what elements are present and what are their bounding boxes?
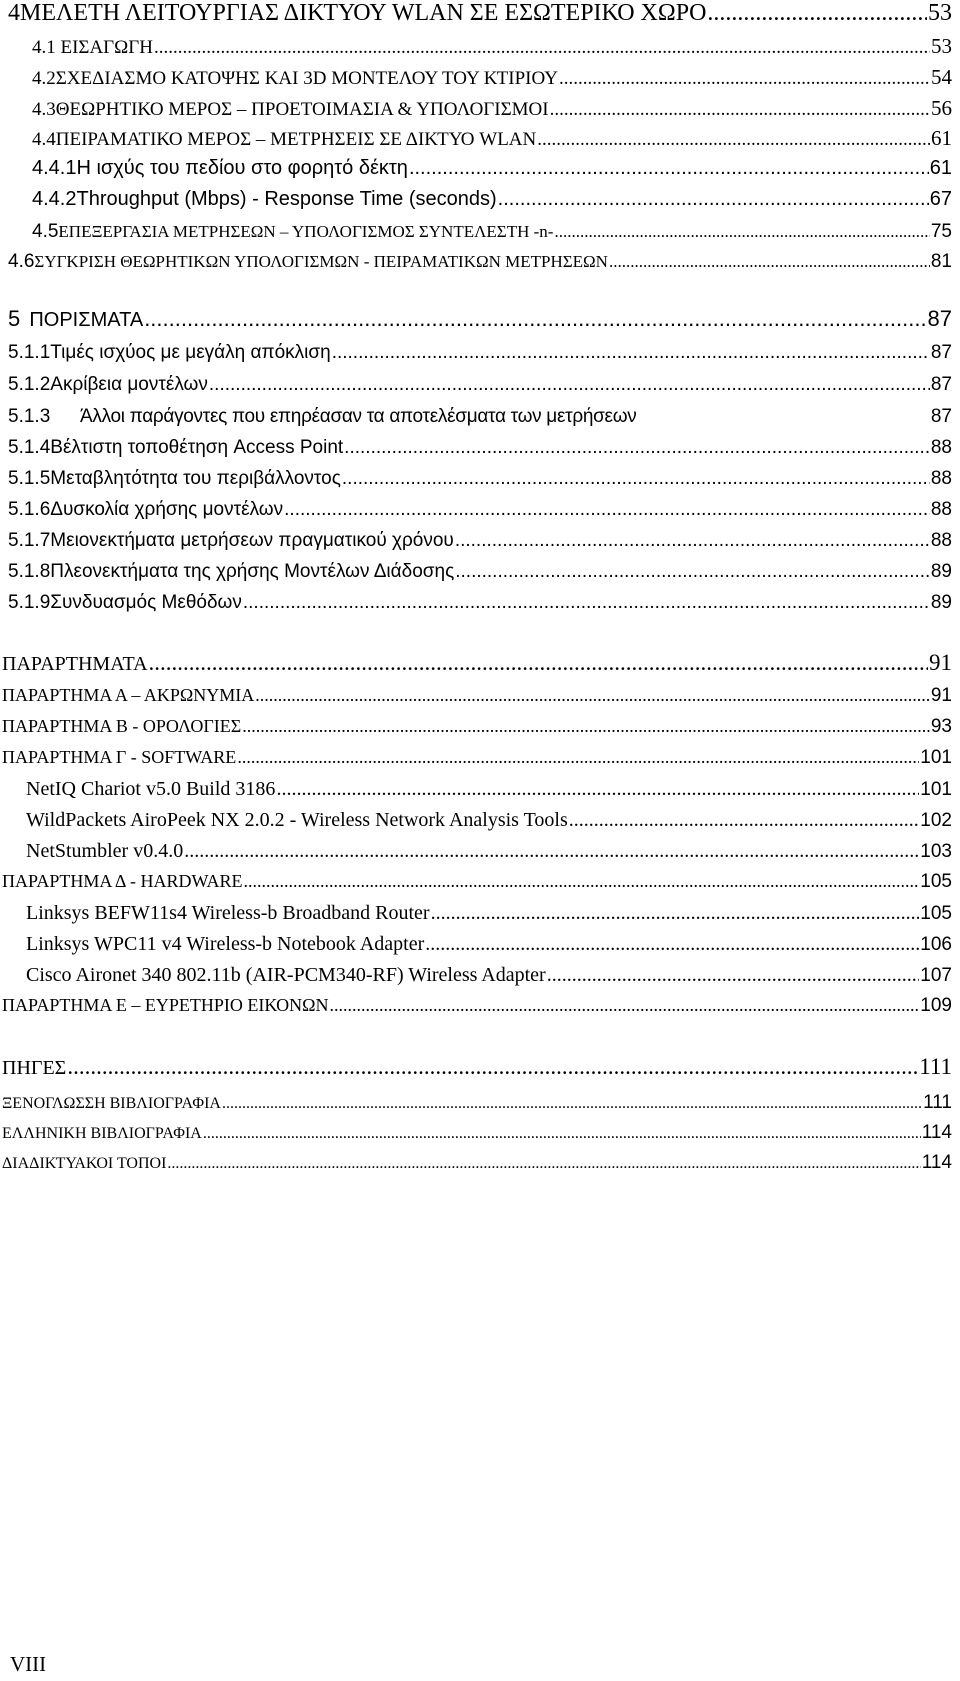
toc-number: 5.1.1 (8, 342, 51, 363)
page-number-footer: VIII (10, 1652, 47, 1676)
toc-title: ΠΑΡΑΡΤΗΜΑ Α – ΑΚΡΩΝΥΜΙΑ (2, 685, 255, 705)
toc-entry-section-4-4-2[interactable] (32, 189, 952, 209)
toc-entry-section-4-2[interactable] (32, 67, 952, 88)
toc-number: 5.1.6 (8, 499, 51, 520)
leader-dots (276, 779, 919, 799)
toc-title: ΠΑΡΑΡΤΗΜΑ Β - ΟΡΟΛΟΓΙΕΣ (2, 716, 242, 736)
toc-title: ΠΗΓΕΣ (2, 1057, 67, 1079)
toc-title: Throughput (Mbps) - Response Time (seconds) (76, 188, 497, 210)
toc-page-number: 87 (930, 406, 952, 427)
leader-dots (455, 562, 930, 581)
toc-entry-appendix-d-notebook-adapter[interactable] (26, 934, 952, 954)
toc-entry-section-5-1-8[interactable] (8, 562, 952, 581)
toc-title: Μειονεκτήματα μετρήσεων πραγματικού χρόνου (50, 530, 454, 551)
toc-title: Δυσκολία χρήσης μοντέλων (50, 499, 284, 520)
toc-title: ΠΟΡΙΣΜΑΤΑ (29, 309, 144, 331)
toc-entry-appendix-a[interactable] (2, 686, 952, 705)
toc-entry-section-4-1[interactable] (32, 36, 952, 57)
toc-entry-section-4-4[interactable] (32, 128, 952, 149)
toc-entry-section-4-6[interactable] (8, 252, 952, 271)
toc-title: Linksys WPC11 v4 Wireless-b Notebook Adapter (26, 933, 425, 955)
leader-dots (569, 810, 920, 830)
toc-entry-appendix-d-cisco-adapter[interactable] (26, 965, 952, 985)
toc-entry-section-5-1-7[interactable] (8, 531, 952, 550)
leader-dots (498, 189, 929, 209)
toc-entry-section-5-1-5[interactable] (8, 469, 952, 488)
toc-entry-section-5-1-3[interactable] (8, 407, 952, 426)
toc-number: 5.1.4 (8, 437, 51, 458)
leader-dots (154, 38, 930, 57)
toc-title: ΠΑΡΑΡΤΗΜΑΤΑ (2, 653, 148, 675)
toc-page-number: 101 (920, 747, 952, 768)
toc-page-number: 105 (920, 871, 952, 892)
toc-number: 5.1.3 (8, 406, 51, 427)
toc-title: ΠΑΡΑΡΤΗΜΑ Δ - HARDWARE (2, 871, 243, 891)
toc-title: NetIQ Chariot v5.0 Build 3186 (26, 778, 276, 800)
toc-entry-section-5-1-4[interactable] (8, 438, 952, 457)
toc-page-number: 54 (931, 65, 952, 89)
toc-entry-appendix-c[interactable] (2, 748, 952, 767)
leader-dots (67, 1055, 918, 1078)
leader-dots (559, 69, 930, 88)
toc-title: Συνδυασμός Μεθόδων (50, 592, 242, 613)
leader-dots (243, 872, 919, 890)
toc-title: Τιμές ισχύος με μεγάλη απόκλιση (50, 342, 331, 363)
toc-page-number: 61 (931, 126, 952, 150)
toc-page-number: 111 (923, 1092, 952, 1113)
toc-page-number: 61 (929, 157, 952, 179)
toc-page-number: 102 (920, 810, 952, 831)
leader-dots (550, 100, 930, 119)
toc-title: Cisco Aironet 340 802.11b (AIR-PCM340-RF) Wireless Adapter (26, 964, 546, 986)
toc-page-number: 53 (928, 0, 952, 26)
leader-dots (409, 158, 929, 178)
leader-dots (144, 308, 926, 330)
toc-title: ΔΙΑΔΙΚΤΥΑΚΟΙ ΤΟΠΟΙ (2, 1155, 167, 1172)
toc-title: Η ισχύς του πεδίου στο φορητό δέκτη (76, 157, 408, 179)
toc-entry-appendix-e[interactable] (2, 996, 952, 1015)
toc-title: ΞΕΝΟΓΛΩΣΣΗ ΒΙΒΛΙΟΓΡΑΦΙΑ (2, 1095, 221, 1112)
toc-entry-section-5-1-2[interactable] (8, 375, 952, 394)
toc-page-number: 109 (920, 995, 952, 1016)
toc-page-number: 91 (929, 650, 952, 675)
toc-entry-foreign-bibliography[interactable] (2, 1093, 952, 1112)
toc-entry-appendices[interactable] (2, 651, 952, 674)
toc-entry-section-5-1-9[interactable] (8, 593, 952, 612)
toc-entry-chapter-5[interactable] (8, 308, 952, 330)
toc-page-number: 88 (930, 499, 952, 520)
toc-page-number: 88 (930, 468, 952, 489)
toc-number: 4.3 (32, 99, 56, 120)
toc-page-number: 88 (930, 437, 952, 458)
toc-title: Μεταβλητότητα του περιβάλλοντος (50, 468, 341, 489)
leader-dots (284, 500, 930, 519)
toc-page-number: 53 (931, 34, 952, 58)
toc-page-number: 81 (930, 251, 952, 272)
toc-page-number: 75 (930, 221, 952, 242)
toc-entry-greek-bibliography[interactable] (2, 1123, 952, 1142)
toc-page-number: 87 (930, 374, 952, 395)
toc-title: ΕΠΕΞΕΡΓΑΣΙΑ ΜΕΤΡΗΣΕΩΝ – ΥΠΟΛΟΓΙΣΜΟΣ ΣΥΝΤΕΛΕΣΤΗ -n- (58, 222, 554, 241)
leader-dots (167, 1156, 920, 1172)
leader-dots (547, 965, 920, 985)
toc-page-number: 111 (919, 1054, 952, 1079)
toc-entry-appendix-d[interactable] (2, 872, 952, 891)
toc-page-number: 106 (920, 934, 952, 955)
toc-page-number: 114 (921, 1152, 952, 1173)
toc-title: ΜΕΛΕΤΗ ΛΕΙΤΟΥΡΓΙΑΣ ΔΙΚΤΥΟΥ WLAN ΣΕ ΕΣΩΤΕΡΙΚΟ ΧΩΡΟ (20, 0, 707, 26)
toc-title: ΣΥΓΚΡΙΣΗ ΘΕΩΡΗΤΙΚΩΝ ΥΠΟΛΟΓΙΣΜΩΝ - ΠΕΙΡΑΜΑΤΙΚΩΝ ΜΕΤΡΗΣΕΩΝ (34, 252, 608, 271)
toc-title: ΘΕΩΡΗΤΙΚΟ ΜΕΡΟΣ – ΠΡΟΕΤΟΙΜΑΣΙΑ & ΥΠΟΛΟΓΙΣΜΟΙ (55, 99, 549, 120)
toc-page-number: 103 (920, 841, 952, 862)
toc-title: ΠΑΡΑΡΤΗΜΑ Γ - SOFTWARE (2, 747, 237, 767)
toc-page-number: 101 (920, 779, 952, 800)
toc-entry-section-4-3[interactable] (32, 98, 952, 119)
toc-entry-appendix-d-router[interactable] (26, 903, 952, 923)
toc-page-number: 88 (930, 530, 952, 551)
toc-title: Άλλοι παράγοντες που επηρέασαν τα αποτελέσματα των μετρήσεων (80, 406, 637, 427)
toc-number: 4.2 (32, 68, 56, 89)
toc-title: NetStumbler v0.4.0 (26, 840, 184, 862)
leader-dots (184, 841, 919, 861)
leader-dots (425, 934, 919, 954)
leader-dots (332, 343, 930, 362)
leader-dots (342, 469, 930, 488)
toc-number: 5.1.2 (8, 374, 51, 395)
toc-number: 5.1.7 (8, 530, 51, 551)
toc-number: 4.4.2 (32, 188, 77, 210)
toc-page-number: 89 (930, 592, 952, 613)
toc-title: WildPackets AiroPeek NX 2.0.2 - Wireless Network Analysis Tools (26, 809, 568, 831)
leader-dots (554, 223, 929, 240)
toc-title: Ακρίβεια μοντέλων (50, 374, 208, 395)
leader-dots (203, 1126, 921, 1142)
toc-number: 4.5 (32, 221, 59, 242)
toc-page-number: 107 (920, 965, 952, 986)
toc-title: ΠΑΡΑΡΤΗΜΑ Ε – ΕΥΡΕΤΗΡΙΟ ΕΙΚΟΝΩΝ (2, 995, 329, 1015)
leader-dots (243, 593, 930, 612)
toc-title: ΕΛΛΗΝΙΚΗ ΒΙΒΛΙΟΓΡΑΦΙΑ (2, 1125, 202, 1142)
toc-title: ΕΙΣΑΓΩΓΗ (60, 37, 153, 58)
toc-number: 4 (8, 0, 20, 26)
leader-dots (237, 748, 919, 766)
leader-dots (344, 438, 930, 457)
toc-title: ΠΕΙΡΑΜΑΤΙΚΟ ΜΕΡΟΣ – ΜΕΤΡΗΣΕΙΣ ΣΕ ΔΙΚΤΥΟ WLAN (55, 129, 537, 150)
toc-page-number: 67 (929, 188, 952, 210)
toc-number: 5 (8, 306, 21, 331)
leader-dots (431, 903, 920, 923)
toc-entry-websites[interactable] (2, 1153, 952, 1172)
toc-number: 4.4 (32, 129, 56, 150)
toc-title: ΣΧΕΔΙΑΣΜΟ ΚΑΤΟΨΗΣ ΚΑΙ 3D ΜΟΝΤΕΛΟΥ ΤΟΥ ΚΤΙΡΙΟΥ (55, 68, 558, 89)
toc-page-number: 114 (921, 1122, 952, 1143)
leader-dots (707, 1, 927, 25)
toc-page-number: 87 (930, 342, 952, 363)
toc-title: Linksys BEFW11s4 Wireless-b Broadband Router (26, 902, 430, 924)
toc-number: 5.1.5 (8, 468, 51, 489)
toc-entry-sources[interactable] (2, 1055, 952, 1078)
toc-title: Βέλτιστη τοποθέτηση Access Point (50, 437, 344, 458)
leader-dots (222, 1096, 922, 1112)
toc-entry-section-5-1-6[interactable] (8, 500, 952, 519)
toc-page-number: 89 (930, 561, 952, 582)
toc-entry-section-4-5[interactable] (32, 222, 952, 241)
leader-dots (149, 651, 928, 674)
leader-dots (209, 375, 930, 394)
leader-dots (537, 130, 930, 149)
leader-dots (330, 996, 920, 1014)
toc-title: Πλεονεκτήματα της χρήσης Μοντέλων Διάδοσης (50, 561, 455, 582)
toc-entry-section-5-1-1[interactable] (8, 343, 952, 362)
toc-number: 5.1.9 (8, 592, 51, 613)
toc-entry-appendix-c-chariot[interactable] (26, 779, 952, 799)
toc-entry-section-4-4-1[interactable] (32, 158, 952, 178)
toc-entry-appendix-c-airopeek[interactable] (26, 810, 952, 830)
leader-dots (609, 253, 930, 270)
toc-entry-appendix-c-netstumbler[interactable] (26, 841, 952, 861)
toc-page-number: 56 (931, 96, 952, 120)
toc-number: 4.4.1 (32, 157, 77, 179)
toc-number: 4.6 (8, 251, 35, 272)
toc-number: 4.1 (32, 37, 56, 58)
toc-entry-chapter-4[interactable] (8, 1, 952, 25)
leader-dots (242, 717, 930, 735)
toc-page-number: 93 (930, 716, 952, 737)
leader-dots (455, 531, 930, 550)
leader-dots (255, 686, 930, 704)
toc-page-number: 87 (927, 306, 952, 331)
toc-page-number: 91 (930, 685, 952, 706)
toc-entry-appendix-b[interactable] (2, 717, 952, 736)
toc-number: 5.1.8 (8, 561, 51, 582)
toc-page-number: 105 (920, 903, 952, 924)
